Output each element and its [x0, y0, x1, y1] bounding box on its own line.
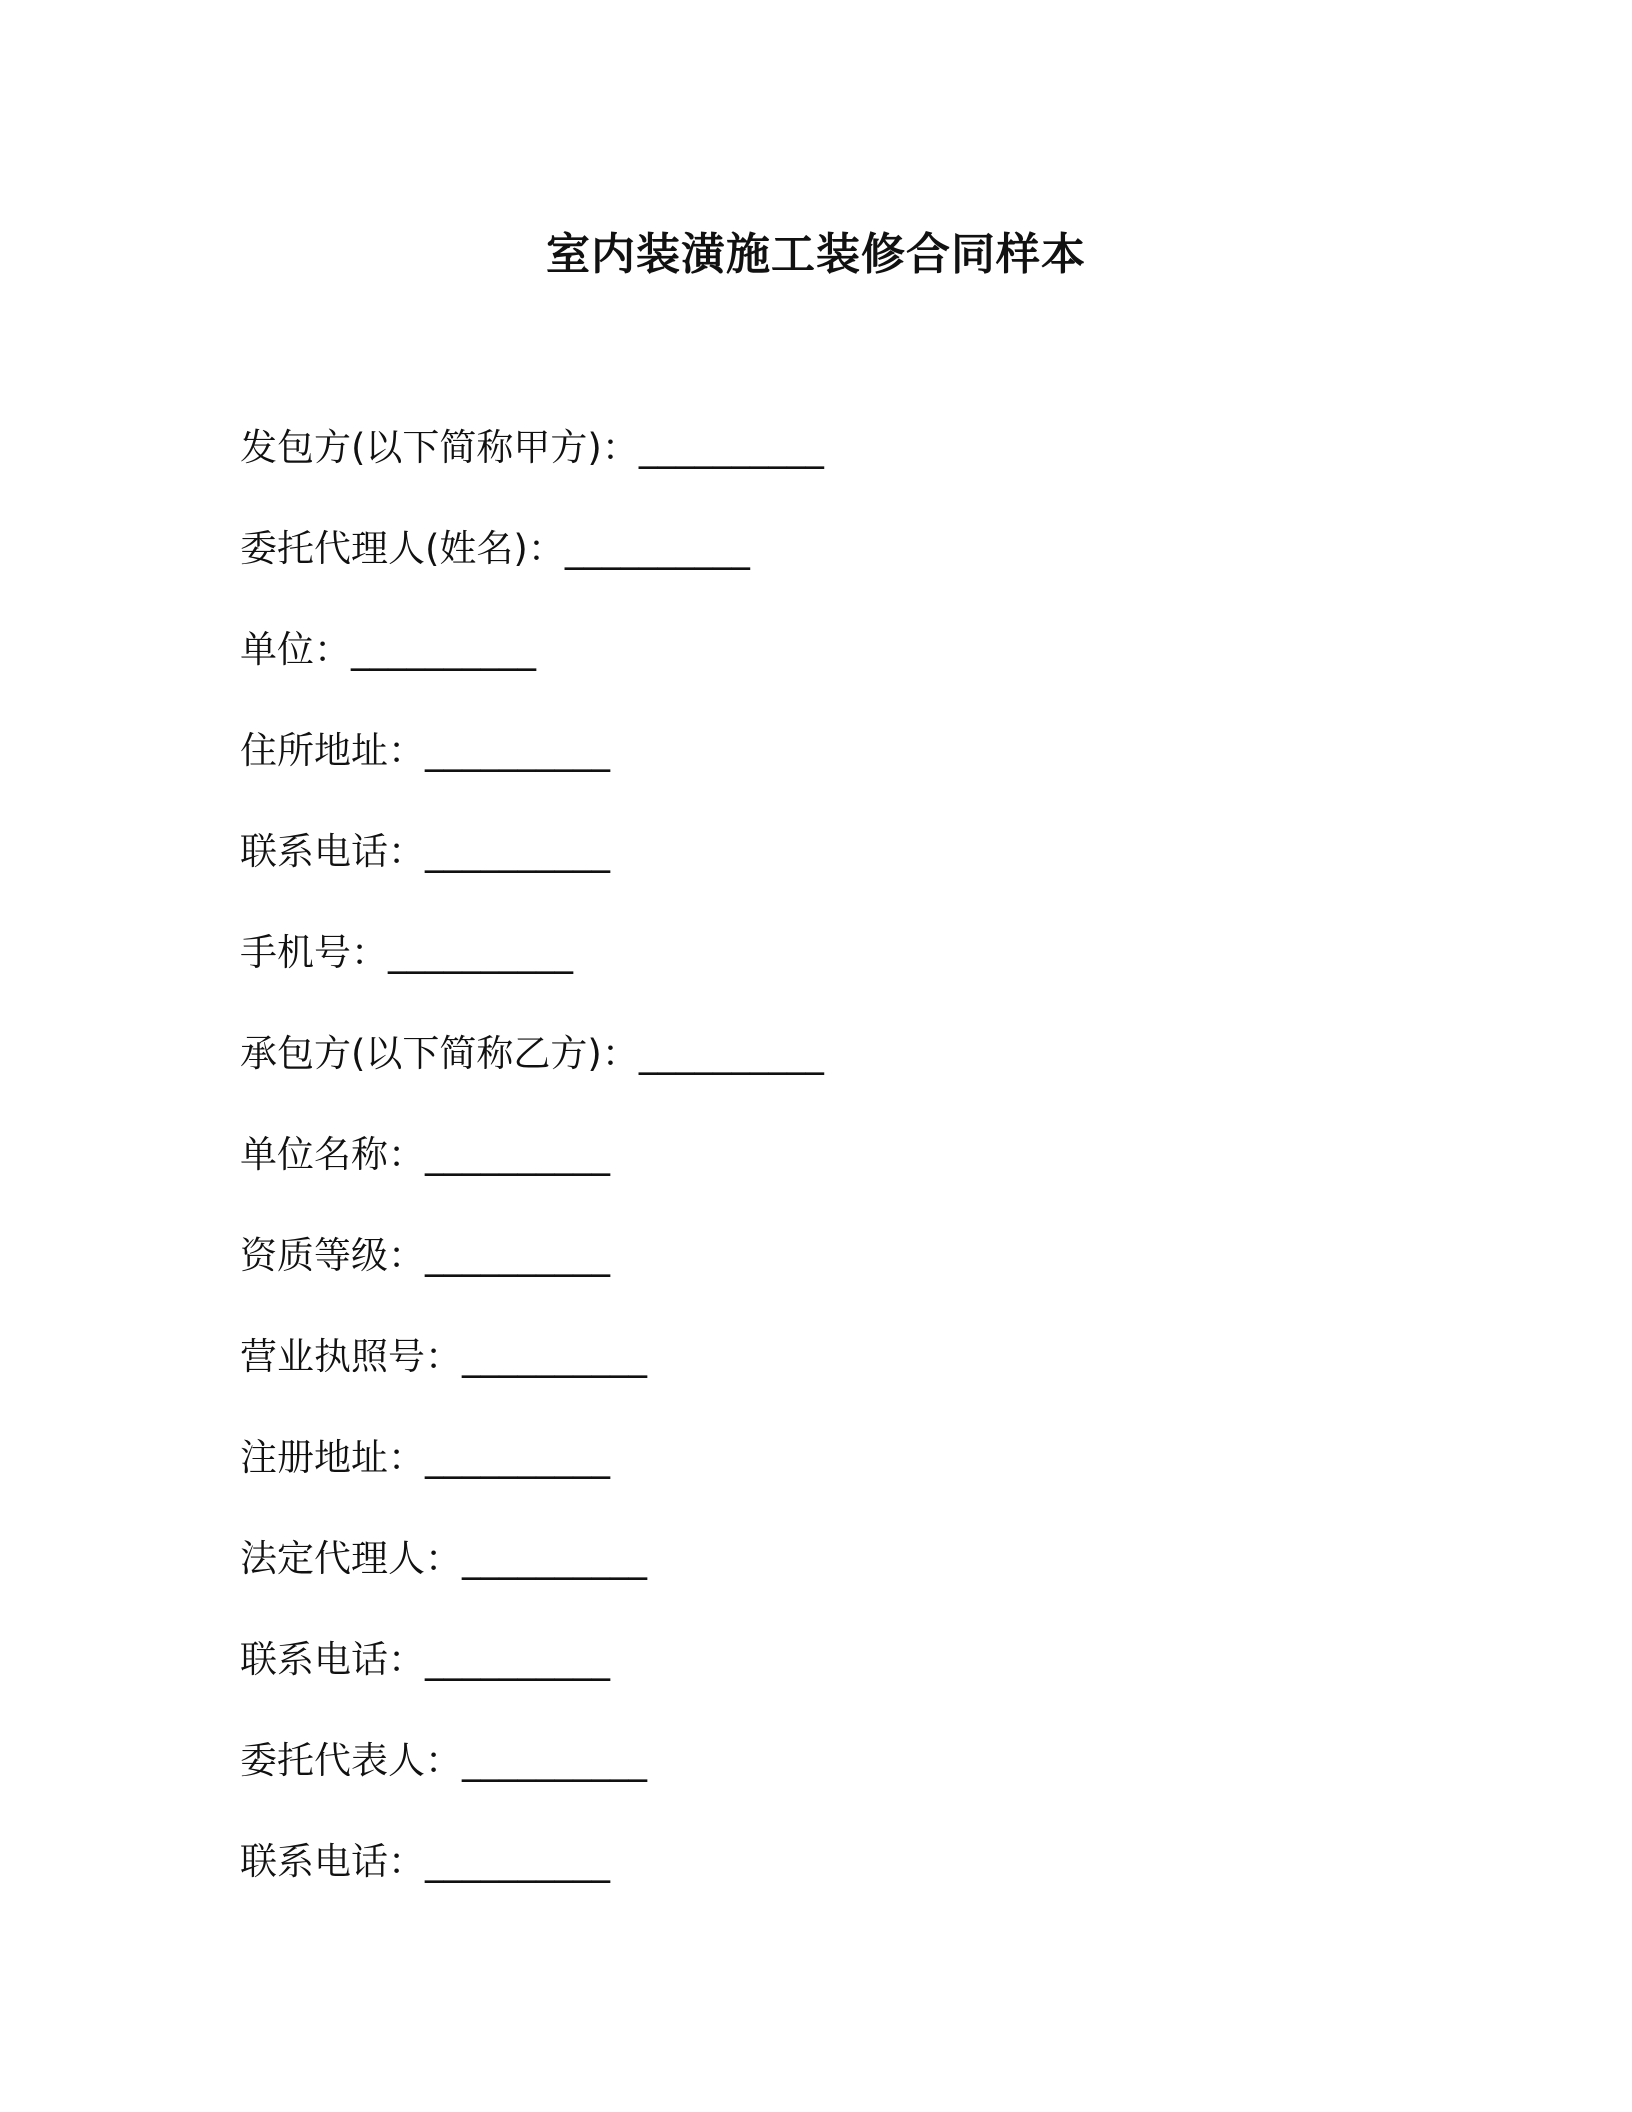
contract-party-fields	[240, 420, 1440, 1935]
field-client-agent-name: 委托代理人(姓名)：__________	[240, 527, 750, 570]
field-contractor-legal-agent: 法定代理人：__________	[240, 1537, 647, 1580]
field-contractor-registered-address: 注册地址：__________	[240, 1436, 610, 1479]
field-contractor-qualification: 资质等级：__________	[240, 1234, 610, 1277]
field-contractor-unit-name: 单位名称：__________	[240, 1133, 610, 1176]
document-title: 室内装潢施工装修合同样本	[546, 229, 1086, 281]
field-contractor-representative-phone: 联系电话：__________	[240, 1840, 610, 1883]
field-client-party: 发包方(以下简称甲方)：__________	[240, 426, 824, 469]
field-client-unit: 单位：__________	[240, 628, 536, 671]
field-contractor-phone: 联系电话：__________	[240, 1638, 610, 1681]
field-contractor-license-number: 营业执照号：__________	[240, 1335, 647, 1378]
field-client-phone: 联系电话：__________	[240, 830, 610, 873]
field-client-address: 住所地址：__________	[240, 729, 610, 772]
field-contractor-representative: 委托代表人：__________	[240, 1739, 647, 1782]
field-client-mobile: 手机号：__________	[240, 931, 573, 974]
field-contractor-party: 承包方(以下简称乙方)：__________	[240, 1032, 824, 1075]
